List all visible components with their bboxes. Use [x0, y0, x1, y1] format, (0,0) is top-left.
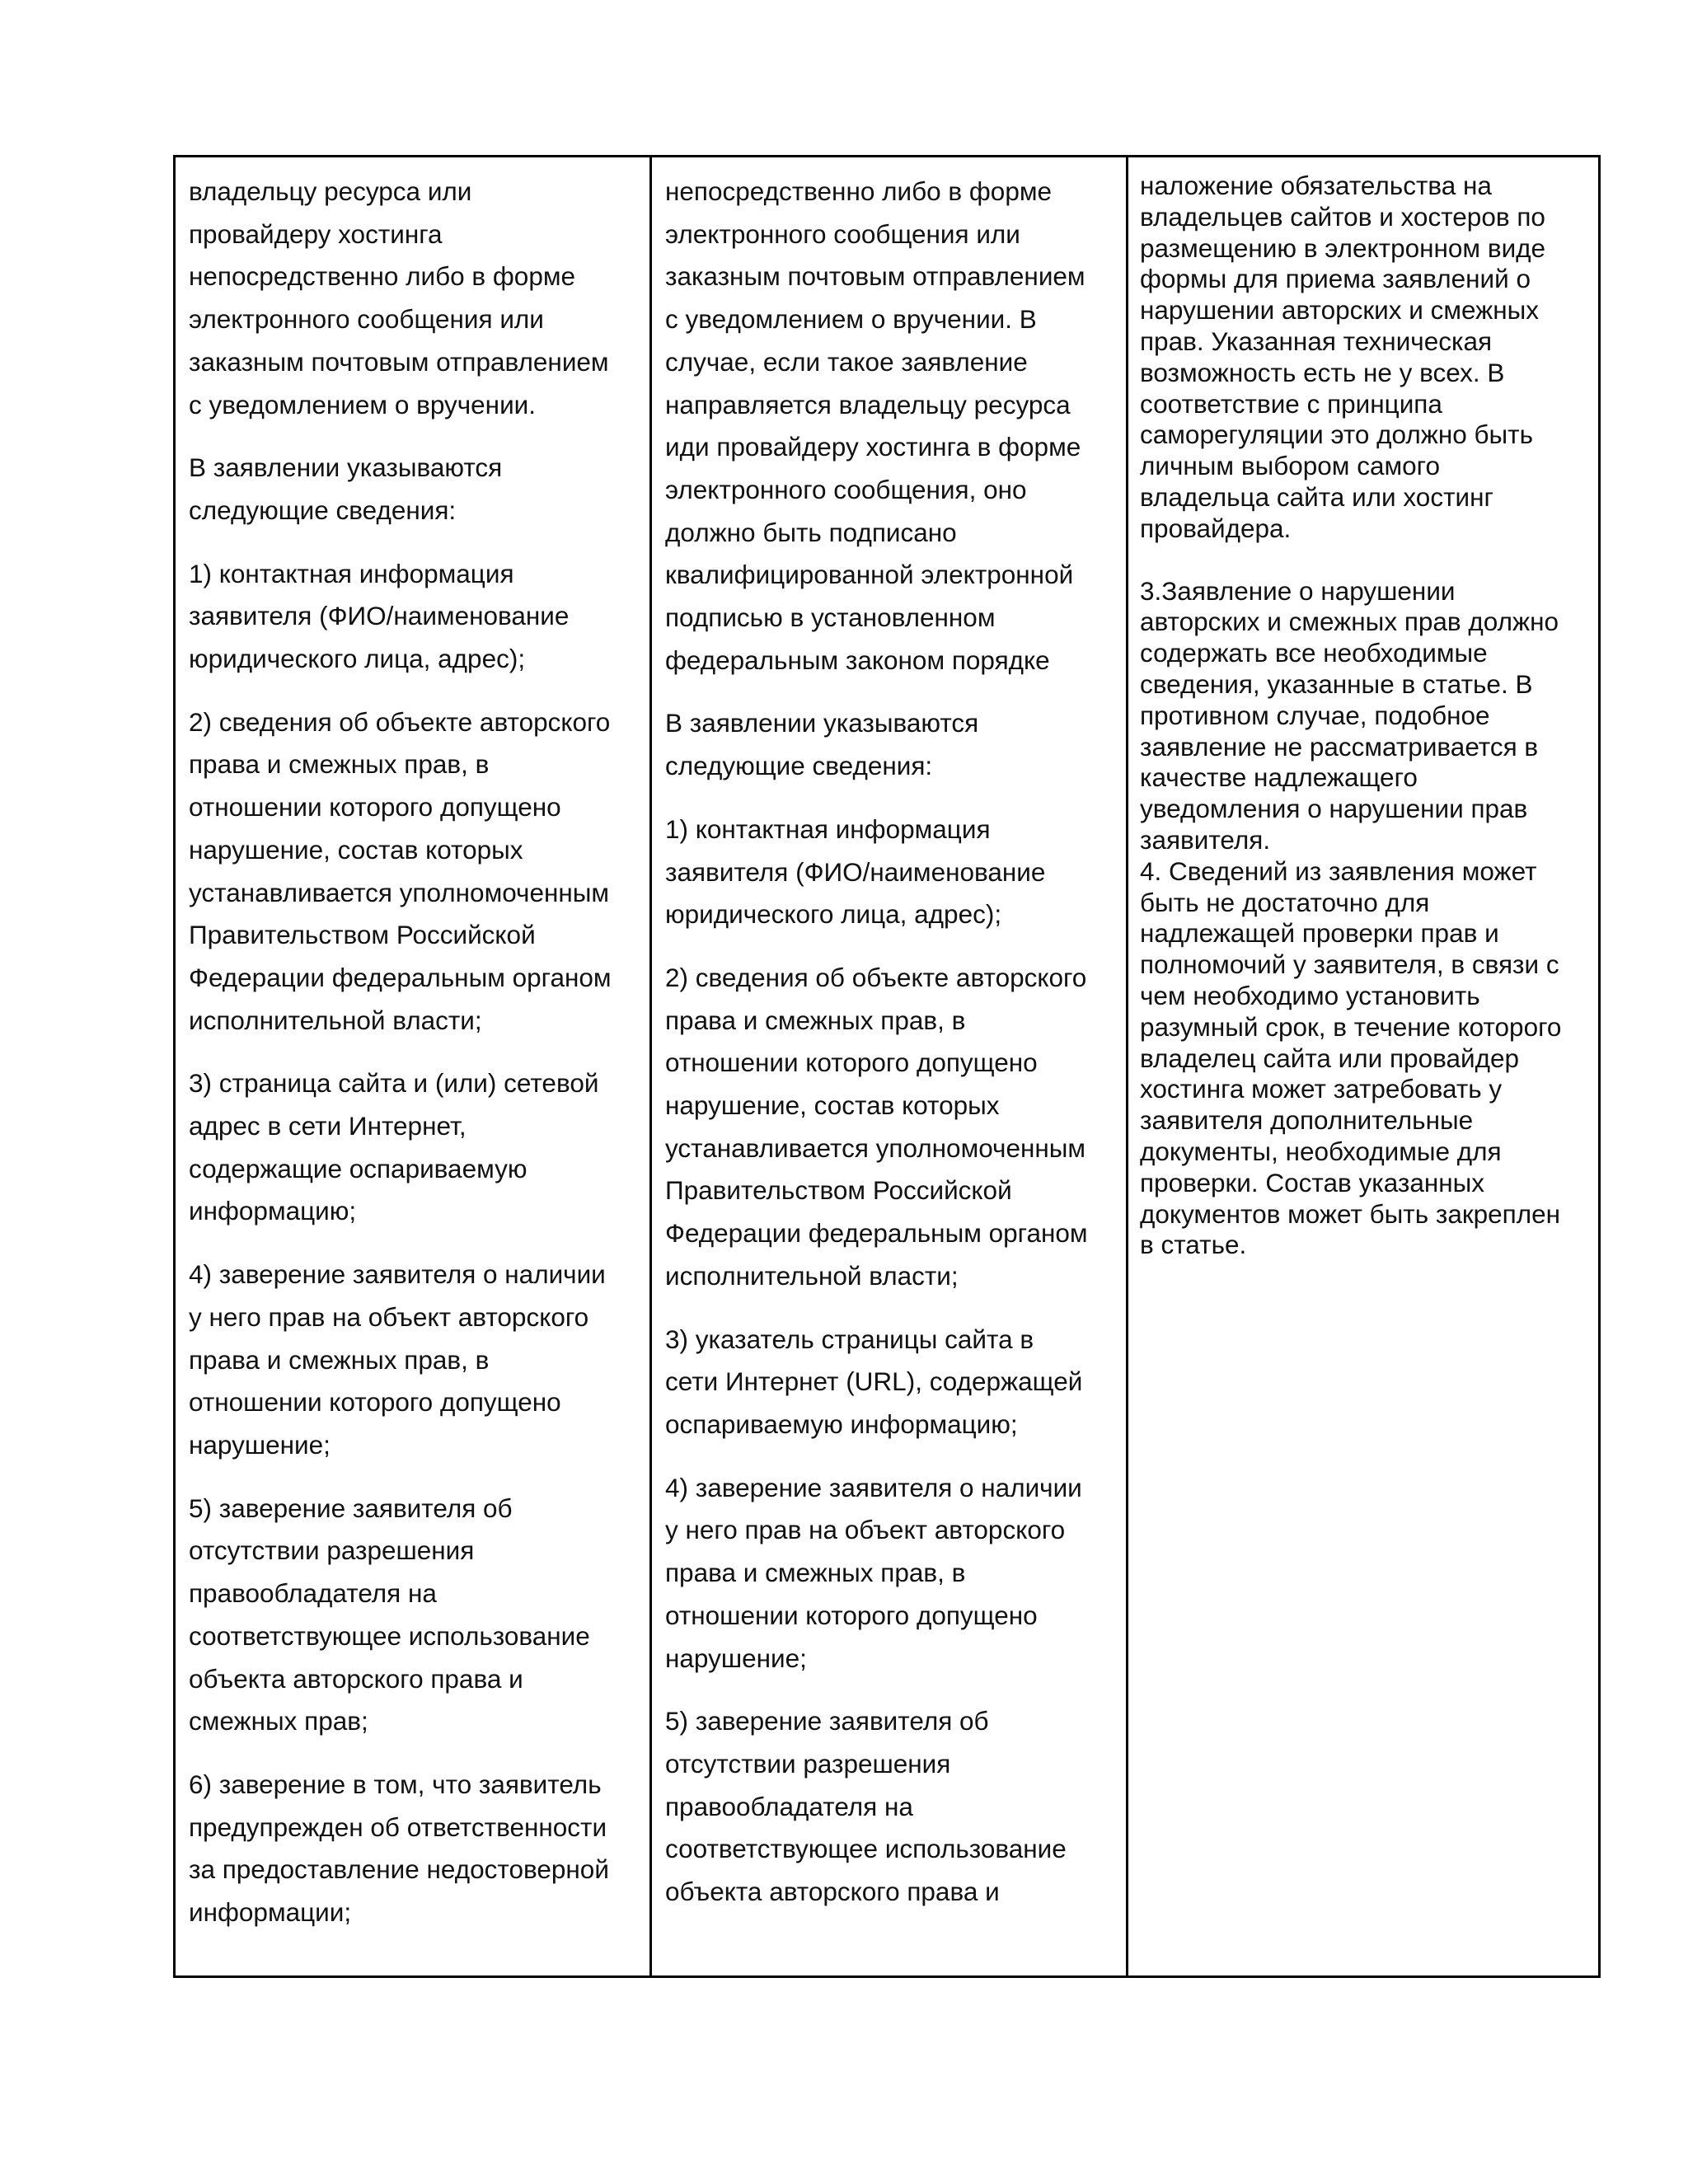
column-1-paragraph: 1) контактная информация заявителя (ФИО/наименование юридического лица, адрес);	[189, 558, 570, 674]
column-3-paragraph: наложение обязательства на владельцев сайтов и хостеров по размещению в электронном виде формы для приема заявлений о нарушении авторских и смежных прав. Указанная техническая возможность есть не у всех. В соответствие с принципа саморегуляции это должно быть личным выбором самого владельца сайта или хостинг провайдера.	[1140, 171, 1546, 543]
column-1-paragraph: 4) заверение заявителя о наличии у него прав на объект авторского права и смежных прав, в отношении которого допущено нарушение;	[189, 1259, 606, 1460]
column-3-paragraph: 3.Заявление о нарушении авторских и смежных прав должно содержать все необходимые сведения, указанные в статье. В противном случае, подобное заявление не рассматривается в качестве надлежащего уведомления о нарушении прав заявителя. 4. Сведений из заявления может быть не достаточно для надлежащей проверки прав и полномочий у заявителя, в связи с чем необходимо установить разумный срок, в течение которого владелец сайта или провайдер хостинга может затребовать у заявителя дополнительные документы, необходимые для проверки. Состав указанных документов может быть закреплен в статье.	[1140, 575, 1562, 1260]
column-1-paragraph: 5) заверение заявителя об отсутствии разрешения правообладателя на соответствующее использование объекта авторского права и смежных прав;	[189, 1493, 590, 1736]
column-2-paragraph: 4) заверение заявителя о наличии у него прав на объект авторского права и смежных прав, в отношении которого допущено нарушение;	[665, 1472, 1082, 1673]
table-column-3	[1128, 157, 1598, 1975]
column-2-paragraph: 5) заверение заявителя об отсутствии разрешения правообладателя на соответствующее использование объекта авторского права и	[665, 1706, 1067, 1907]
column-1-paragraph: 3) страница сайта и (или) сетевой адрес в сети Интернет, содержащие оспариваемую информацию;	[189, 1068, 599, 1226]
column-1-paragraph: владельцу ресурса или провайдеру хостинга непосредственно либо в форме электронного сообщения или заказным почтовым отправлением с уведомлением о вручении.	[189, 176, 609, 419]
column-1-paragraph: 6) заверение в том, что заявитель предупрежден об ответственности за предоставление недостоверной информации;	[189, 1769, 609, 1928]
table-column-1	[176, 157, 652, 1975]
column-1-paragraph: В заявлении указываются следующие сведения:	[189, 452, 503, 525]
column-2-paragraph: В заявлении указываются следующие сведения:	[665, 708, 979, 781]
table-column-2	[652, 157, 1128, 1975]
column-2-paragraph: 3) указатель страницы сайта в сети Интернет (URL), содержащей оспариваемую информацию;	[665, 1324, 1083, 1439]
column-2-paragraph: непосредственно либо в форме электронного сообщения или заказным почтовым отправлением с уведомлением о вручении. В случае, если такое заявление направляется владельцу ресурса иди провайдеру хостинга в форме электронного сообщения, оно должно быть подписано квалифицированной электронной подписью в установленном федеральным законом порядке	[665, 176, 1085, 675]
comparison-table	[173, 155, 1601, 1978]
column-1-paragraph: 2) сведения об объекте авторского права и смежных прав, в отношении которого допущено нарушение, состав которых устанавливается уполномоченным Правительством Российской Федерации федеральным органом исполнительной власти;	[189, 706, 612, 1035]
column-2-paragraph: 2) сведения об объекте авторского права и смежных прав, в отношении которого допущено нарушение, состав которых устанавливается уполномоченным Правительством Российской Федерации федеральным органом исполнительной власти;	[665, 962, 1088, 1291]
column-2-paragraph: 1) контактная информация заявителя (ФИО/наименование юридического лица, адрес);	[665, 813, 1046, 930]
